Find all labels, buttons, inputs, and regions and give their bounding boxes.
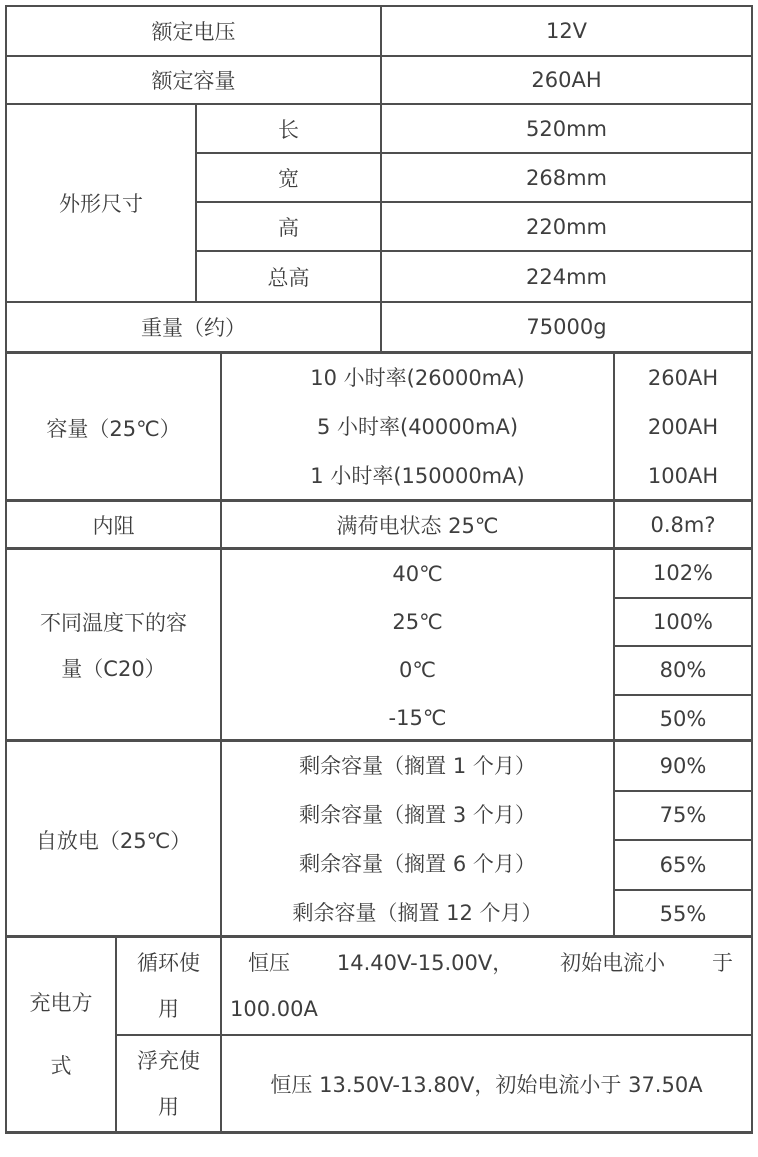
self-discharge-value: 55% bbox=[615, 889, 751, 939]
rated-voltage-row bbox=[7, 7, 751, 55]
internal-resistance-row bbox=[7, 499, 751, 547]
charging-label: 充电方 式 bbox=[7, 938, 117, 1131]
temperature-condition: -15℃ bbox=[388, 706, 447, 730]
charging-cycle-description: 恒压 14.40V-15.00V， 初始电流小 于 100.00A bbox=[222, 938, 751, 1036]
temperature-conditions bbox=[222, 550, 615, 742]
capacity-values bbox=[615, 354, 751, 501]
dimension-value: 224mm bbox=[526, 264, 607, 289]
charging-mode-cycle: 循环使 用 bbox=[117, 938, 222, 1036]
temperature-values bbox=[615, 550, 751, 742]
dimension-name: 长 bbox=[197, 105, 382, 154]
capacity-condition: 5 小时率(40000mA) bbox=[316, 415, 519, 439]
capacity-value: 100AH bbox=[647, 464, 719, 488]
dimension-name: 总高 bbox=[197, 252, 382, 301]
self-discharge-value: 90% bbox=[659, 753, 707, 778]
internal-resistance-condition: 满荷电状态 25℃ bbox=[222, 502, 615, 547]
weight-row bbox=[7, 301, 751, 351]
capacity-condition: 1 小时率(150000mA) bbox=[310, 464, 525, 488]
temperature-capacity-section bbox=[7, 547, 751, 739]
self-discharge-condition: 剩余容量（搁置 6 个月） bbox=[299, 852, 536, 876]
temperature-condition: 40℃ bbox=[392, 562, 443, 586]
charging-float-description: 恒压 13.50V-13.80V，初始电流小于 37.50A bbox=[270, 1072, 703, 1097]
weight-value: 75000g bbox=[526, 315, 607, 339]
charging-section bbox=[7, 935, 751, 1131]
battery-spec-table bbox=[5, 5, 753, 1134]
temperature-condition: 0℃ bbox=[399, 658, 436, 682]
temperature-value: 102% bbox=[652, 561, 714, 586]
rated-capacity-row bbox=[7, 55, 751, 103]
charging-mode-float: 浮充使 用 bbox=[117, 1036, 222, 1131]
self-discharge-value: 75% bbox=[615, 790, 751, 840]
self-discharge-values bbox=[615, 742, 751, 938]
temperature-value: 100% bbox=[615, 597, 751, 646]
dimension-value: 268mm bbox=[382, 154, 751, 203]
self-discharge-value: 65% bbox=[615, 839, 751, 889]
capacity-section bbox=[7, 351, 751, 499]
internal-resistance-value: 0.8m? bbox=[650, 512, 716, 537]
temperature-condition: 25℃ bbox=[392, 610, 443, 634]
temperature-capacity-label: 不同温度下的容 量（C20） bbox=[7, 550, 222, 742]
self-discharge-condition: 剩余容量（搁置 3 个月） bbox=[299, 803, 536, 827]
capacity-value: 260AH bbox=[647, 366, 719, 390]
weight-label: 重量（约） bbox=[7, 303, 382, 351]
dimension-value: 220mm bbox=[382, 203, 751, 252]
self-discharge-label: 自放电（25℃） bbox=[7, 742, 222, 938]
rated-voltage-value: 12V bbox=[545, 19, 588, 43]
dimension-name: 高 bbox=[197, 203, 382, 252]
rated-capacity-label: 额定容量 bbox=[7, 57, 382, 103]
dimensions-label: 外形尺寸 bbox=[7, 105, 197, 301]
self-discharge-conditions bbox=[222, 742, 615, 938]
internal-resistance-label: 内阻 bbox=[7, 502, 222, 547]
self-discharge-condition: 剩余容量（搁置 1 个月） bbox=[299, 754, 536, 778]
capacity-label: 容量（25℃） bbox=[7, 354, 222, 501]
capacity-conditions bbox=[222, 354, 615, 501]
temperature-value: 50% bbox=[615, 694, 751, 743]
dimension-value: 520mm bbox=[382, 105, 751, 154]
self-discharge-section bbox=[7, 739, 751, 935]
dimensions-section bbox=[7, 103, 751, 301]
self-discharge-condition: 剩余容量（搁置 12 个月） bbox=[292, 901, 543, 925]
capacity-condition: 10 小时率(26000mA) bbox=[310, 366, 525, 390]
rated-voltage-label: 额定电压 bbox=[7, 7, 382, 55]
capacity-value: 200AH bbox=[647, 415, 719, 439]
temperature-value: 80% bbox=[615, 645, 751, 694]
rated-capacity-value: 260AH bbox=[531, 68, 602, 92]
dimension-name: 宽 bbox=[197, 154, 382, 203]
